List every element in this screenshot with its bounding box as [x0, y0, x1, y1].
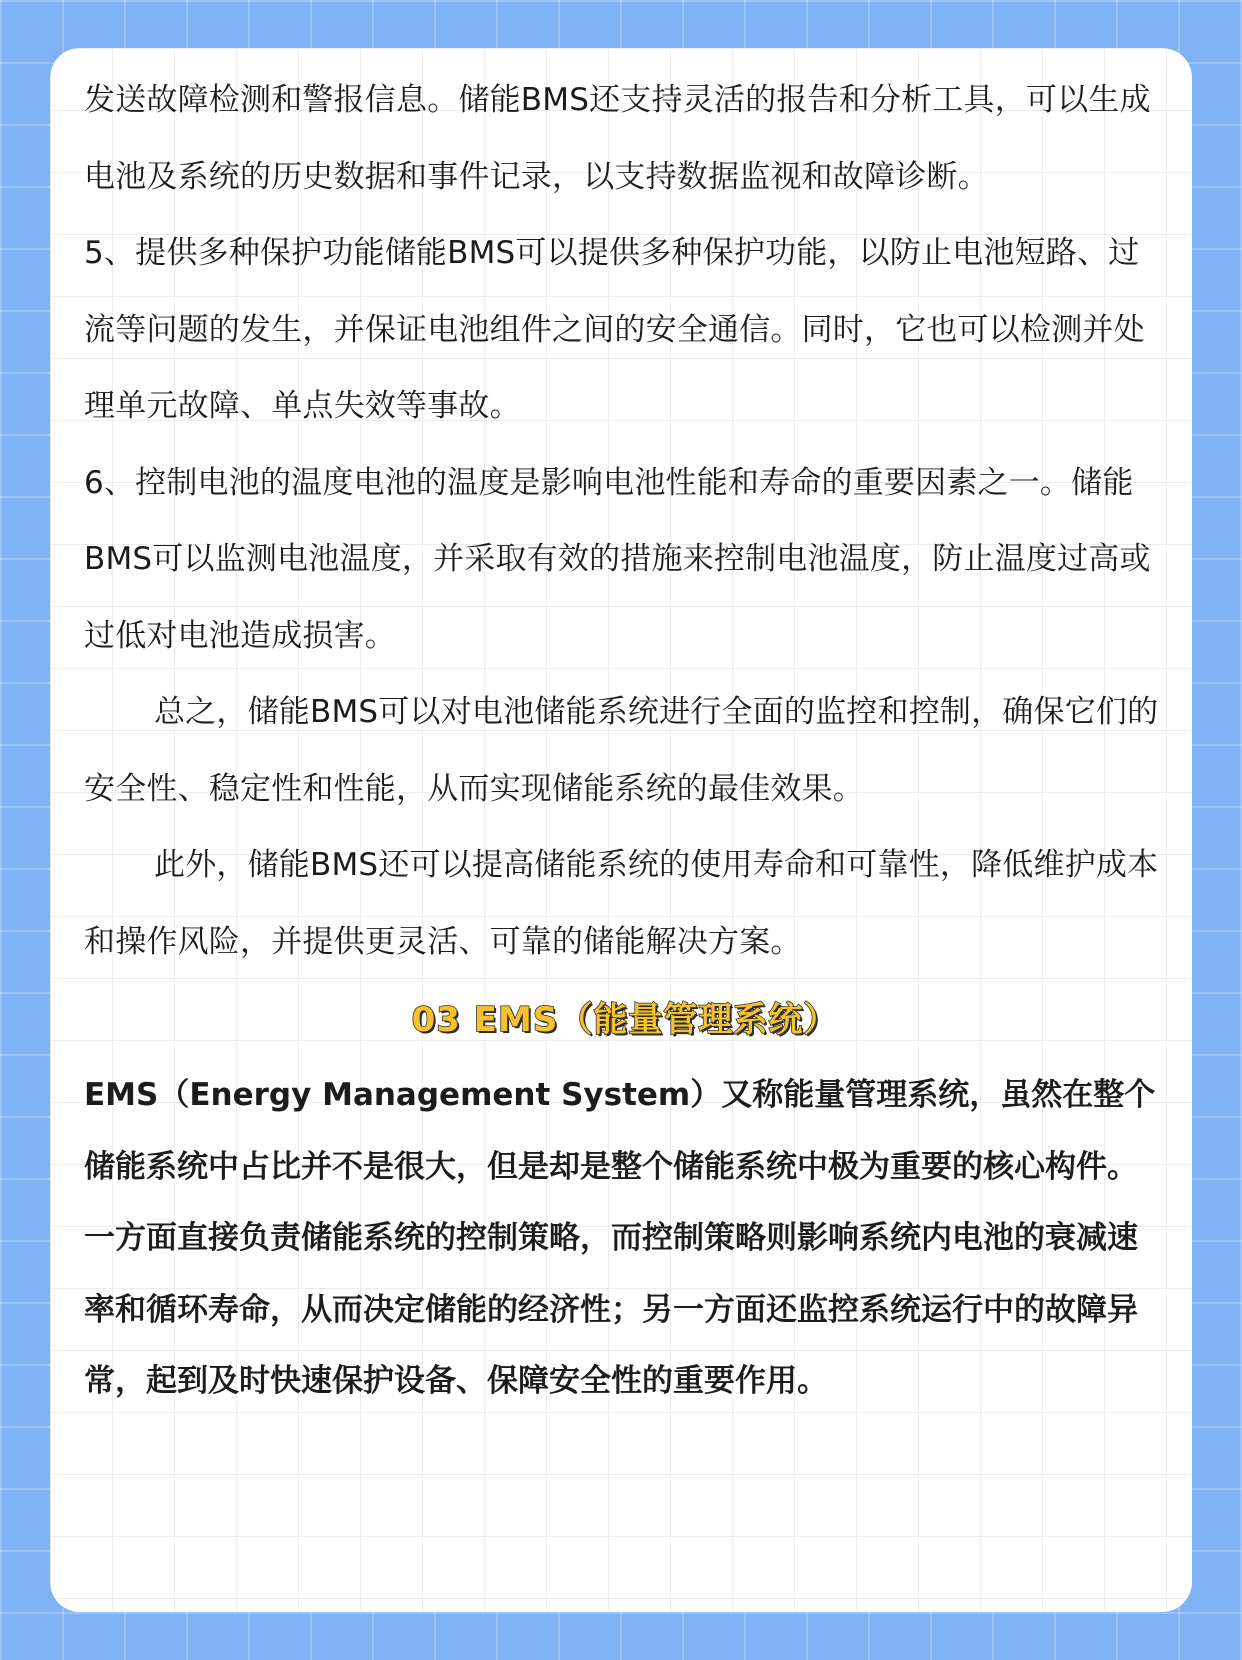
paragraph-protection-functions: 5、提供多种保护功能储能BMS可以提供多种保护功能，以防止电池短路、过流等问题的发生，并保证电池组件之间的安全通信。同时，它也可以检测并处理单元故障、单点失效等事故。 — [84, 235, 1145, 424]
paragraph-ems-role: 一方面直接负责储能系统的控制策略，而控制策略则影响系统内电池的衰减速率和循环寿命，从而决定储能的经济性；另一方面还监控系统运行中的故障异常，起到及时快速保护设备、保障安全性的重要作用。 — [84, 1220, 1138, 1399]
section-title-ems: 03 EMS（能量管理系统） — [411, 1000, 839, 1040]
content-card — [50, 48, 1192, 1612]
paragraph-fault-reporting: 发送故障检测和警报信息。储能BMS还支持灵活的报告和分析工具，可以生成电池及系统的历史数据和事件记录，以支持数据监视和故障诊断。 — [84, 82, 1151, 195]
paragraph-summary: 总之，储能BMS可以对电池储能系统进行全面的监控和控制，确保它们的安全性、稳定性和性能，从而实现储能系统的最佳效果。 — [84, 694, 1159, 807]
paragraph-additional: 此外，储能BMS还可以提高储能系统的使用寿命和可靠性，降低维护成本和操作风险，并提供更灵活、可靠的储能解决方案。 — [84, 847, 1159, 960]
article-body — [84, 62, 1166, 1418]
paragraph-temperature-control: 6、控制电池的温度电池的温度是影响电池性能和寿命的重要因素之一。储能BMS可以监测电池温度，并采取有效的措施来控制电池温度，防止温度过高或过低对电池造成损害。 — [84, 464, 1151, 654]
paragraph-ems-intro: EMS（Energy Management System）又称能量管理系统，虽然在整个储能系统中占比并不是很大，但是却是整个储能系统中极为重要的核心构件。 — [84, 1077, 1156, 1185]
